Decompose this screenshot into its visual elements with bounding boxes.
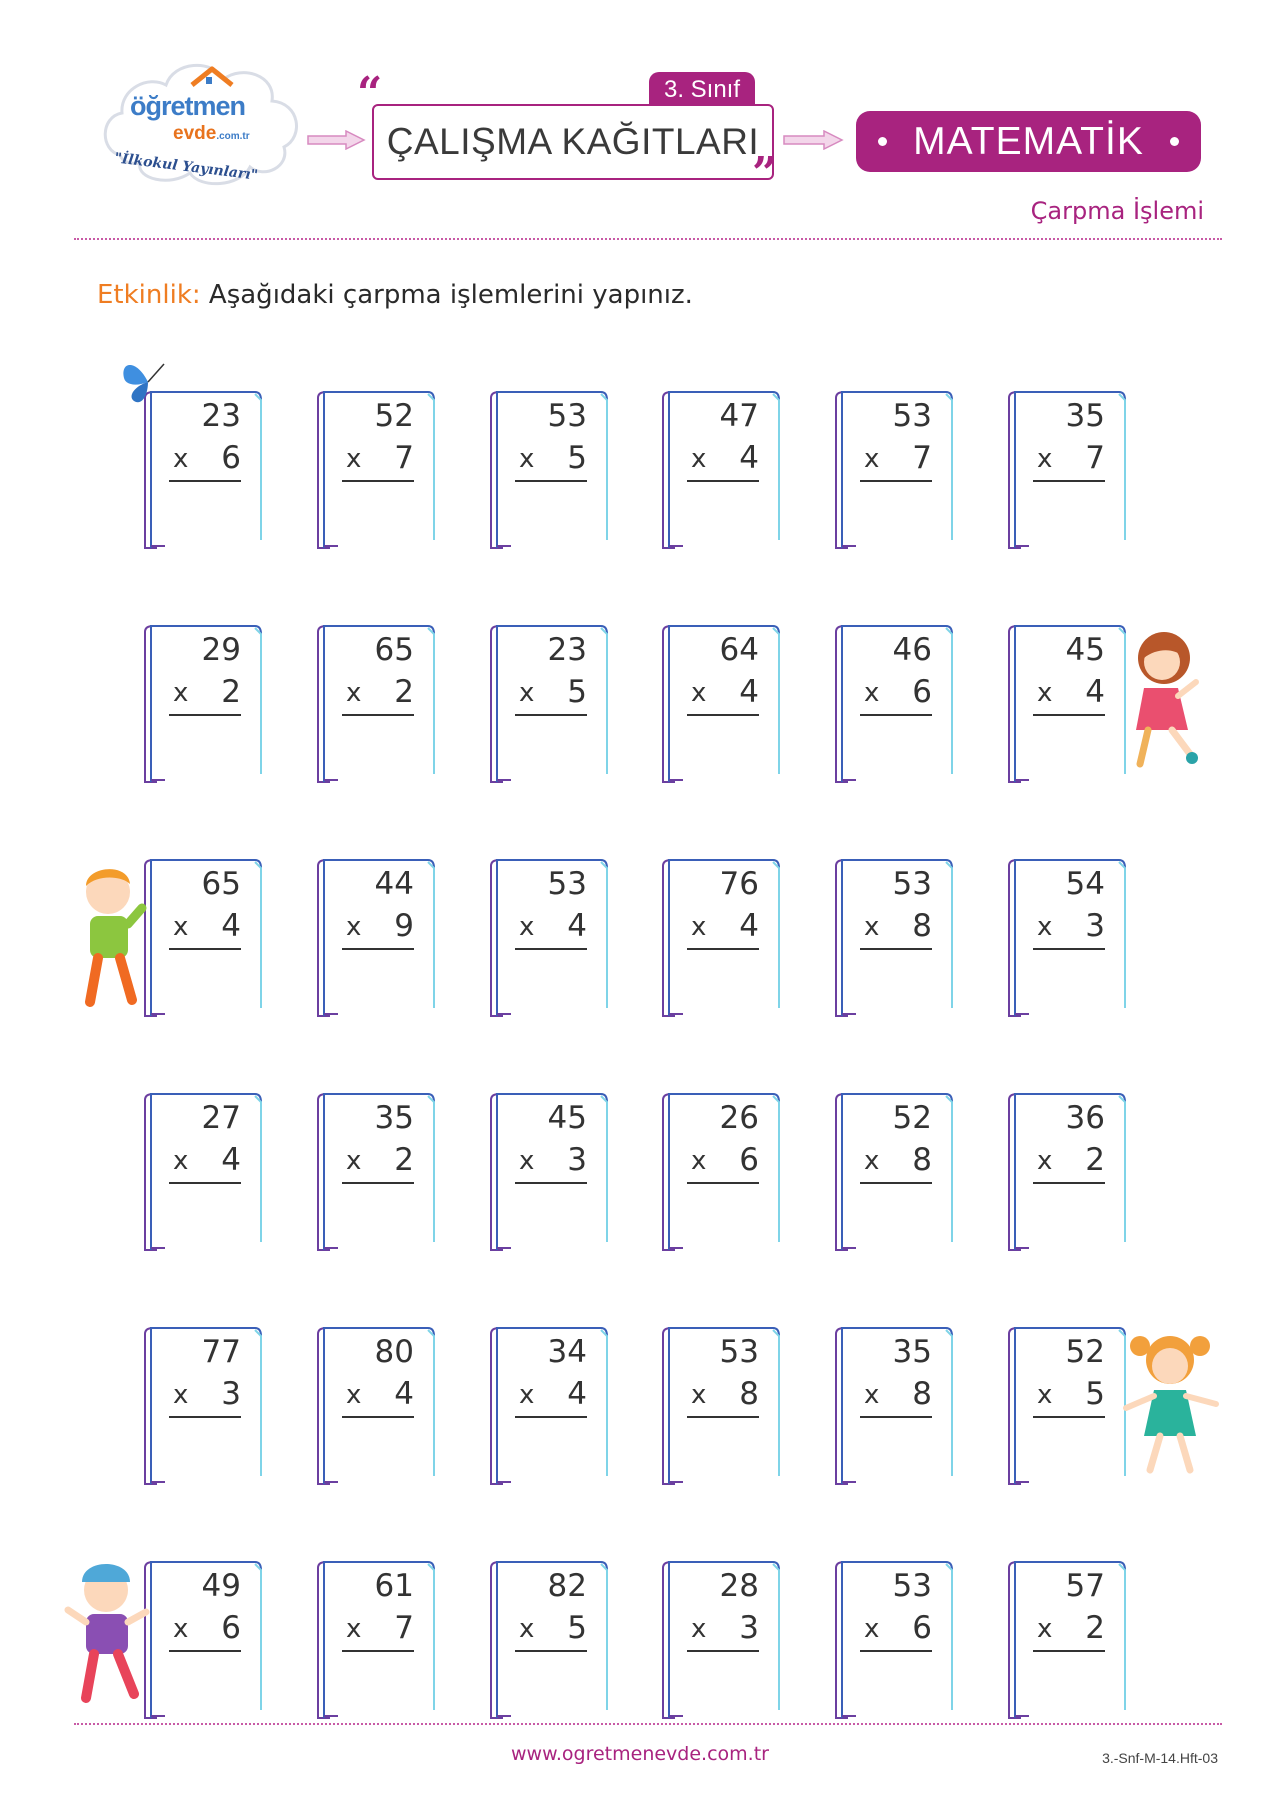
multiplier: 6 — [221, 440, 241, 476]
multiply-sign: x — [519, 678, 535, 708]
publisher-logo — [100, 55, 305, 205]
multiplicand: 82 — [547, 1568, 587, 1604]
exercise-card — [491, 390, 609, 550]
multiply-sign: x — [691, 678, 707, 708]
answer-line — [687, 948, 759, 950]
close-quote-icon: ” — [752, 148, 778, 199]
multiplier: 7 — [1085, 440, 1105, 476]
multiply-sign: x — [346, 912, 362, 942]
answer-line — [342, 948, 414, 950]
multiplicand: 35 — [892, 1334, 932, 1370]
answer-line — [515, 1650, 587, 1652]
multiplicand: 57 — [1065, 1568, 1105, 1604]
multiplicand: 61 — [374, 1568, 414, 1604]
multiplicand: 54 — [1065, 866, 1105, 902]
multiplier: 4 — [567, 908, 587, 944]
boy-character-icon — [64, 1550, 156, 1710]
multiply-sign: x — [1037, 678, 1053, 708]
multiplier: 3 — [221, 1376, 241, 1412]
multiply-sign: x — [864, 1614, 880, 1644]
multiplier: 4 — [394, 1376, 414, 1412]
answer-line — [342, 1416, 414, 1418]
answer-line — [687, 1182, 759, 1184]
multiplier: 4 — [221, 1142, 241, 1178]
answer-line — [1033, 1416, 1105, 1418]
exercise-card — [663, 390, 781, 550]
grade-badge: 3. Sınıf — [649, 72, 755, 106]
answer-line — [1033, 1182, 1105, 1184]
instruction — [97, 280, 693, 310]
multiplicand: 53 — [547, 866, 587, 902]
multiply-sign: x — [519, 444, 535, 474]
multiply-sign: x — [691, 1146, 707, 1176]
multiplicand: 29 — [201, 632, 241, 668]
answer-line — [169, 1650, 241, 1652]
instruction-label: Etkinlik: — [97, 280, 201, 310]
logo-name: öğretmen — [130, 91, 246, 121]
multiplier: 6 — [912, 674, 932, 710]
multiplier: 8 — [912, 908, 932, 944]
answer-line — [342, 1182, 414, 1184]
exercise-card — [836, 624, 954, 784]
answer-line — [1033, 1650, 1105, 1652]
answer-line — [342, 480, 414, 482]
multiplier: 3 — [1085, 908, 1105, 944]
multiplier: 4 — [1085, 674, 1105, 710]
answer-line — [687, 1416, 759, 1418]
multiply-sign: x — [691, 1614, 707, 1644]
girl-character-icon — [1120, 1324, 1222, 1484]
multiplicand: 23 — [547, 632, 587, 668]
arrow-right-icon — [306, 130, 366, 150]
multiply-sign: x — [691, 1380, 707, 1410]
logo-domain: .com.tr — [216, 131, 250, 142]
exercise-card — [1009, 1560, 1127, 1720]
multiply-sign: x — [864, 678, 880, 708]
multiplier: 6 — [739, 1142, 759, 1178]
exercise-card — [491, 858, 609, 1018]
multiply-sign: x — [173, 1380, 189, 1410]
answer-line — [515, 480, 587, 482]
exercise-card — [491, 1326, 609, 1486]
multiply-sign: x — [1037, 1380, 1053, 1410]
multiplicand: 47 — [719, 398, 759, 434]
multiplier: 5 — [567, 440, 587, 476]
multiplicand: 65 — [374, 632, 414, 668]
logo-sub-text: evde — [173, 123, 217, 144]
exercise-card — [836, 1326, 954, 1486]
multiplier: 7 — [912, 440, 932, 476]
multiplicand: 36 — [1065, 1100, 1105, 1136]
instruction-text: Aşağıdaki çarpma işlemlerini yapınız. — [208, 280, 693, 310]
answer-line — [860, 1650, 932, 1652]
open-quote-icon: “ — [357, 68, 383, 119]
multiplier: 2 — [1085, 1142, 1105, 1178]
exercise-card — [1009, 1092, 1127, 1252]
logo-tagline: "İlkokul Yayınları" — [113, 150, 259, 184]
exercise-card — [1009, 390, 1127, 550]
multiplicand: 80 — [374, 1334, 414, 1370]
exercise-card — [318, 1326, 436, 1486]
subject-pill — [856, 111, 1201, 172]
multiply-sign: x — [346, 1380, 362, 1410]
multiplier: 4 — [739, 908, 759, 944]
multiply-sign: x — [346, 1146, 362, 1176]
exercise-card — [318, 1092, 436, 1252]
exercise-card — [145, 624, 263, 784]
exercise-card — [1009, 858, 1127, 1018]
multiplicand: 35 — [1065, 398, 1105, 434]
multiplicand: 52 — [1065, 1334, 1105, 1370]
arrow-right-icon — [782, 130, 844, 150]
answer-line — [169, 1416, 241, 1418]
multiplicand: 53 — [547, 398, 587, 434]
answer-line — [860, 714, 932, 716]
multiplicand: 53 — [719, 1334, 759, 1370]
exercise-card — [836, 390, 954, 550]
answer-line — [169, 714, 241, 716]
answer-line — [687, 714, 759, 716]
multiply-sign: x — [691, 444, 707, 474]
multiplicand: 28 — [719, 1568, 759, 1604]
footer-divider — [74, 1723, 1222, 1725]
multiply-sign: x — [173, 678, 189, 708]
exercise-card — [1009, 624, 1127, 784]
multiply-sign: x — [173, 1614, 189, 1644]
multiply-sign: x — [519, 1614, 535, 1644]
multiplier: 2 — [1085, 1610, 1105, 1646]
multiplicand: 27 — [201, 1100, 241, 1136]
answer-line — [1033, 948, 1105, 950]
multiply-sign: x — [519, 912, 535, 942]
exercise-card — [145, 858, 263, 1018]
butterfly-icon — [118, 356, 180, 406]
multiply-sign: x — [864, 1380, 880, 1410]
exercise-card — [663, 624, 781, 784]
multiplicand: 52 — [892, 1100, 932, 1136]
multiply-sign: x — [1037, 1614, 1053, 1644]
exercise-card — [145, 1092, 263, 1252]
bullet-icon — [878, 137, 887, 146]
multiplicand: 26 — [719, 1100, 759, 1136]
multiplier: 5 — [567, 674, 587, 710]
multiplicand: 35 — [374, 1100, 414, 1136]
multiplier: 8 — [912, 1376, 932, 1412]
multiplicand: 45 — [1065, 632, 1105, 668]
answer-line — [169, 1182, 241, 1184]
multiply-sign: x — [691, 912, 707, 942]
multiplier: 3 — [739, 1610, 759, 1646]
multiplicand: 45 — [547, 1100, 587, 1136]
multiplier: 4 — [739, 440, 759, 476]
multiplicand: 53 — [892, 866, 932, 902]
exercise-card — [491, 1560, 609, 1720]
answer-line — [515, 1182, 587, 1184]
multiply-sign: x — [173, 912, 189, 942]
exercise-card — [318, 1560, 436, 1720]
multiplier: 9 — [394, 908, 414, 944]
multiplier: 6 — [912, 1610, 932, 1646]
answer-line — [342, 714, 414, 716]
exercise-card — [836, 858, 954, 1018]
exercise-card — [318, 390, 436, 550]
multiplier: 2 — [394, 1142, 414, 1178]
multiplier: 3 — [567, 1142, 587, 1178]
multiplier: 4 — [221, 908, 241, 944]
multiply-sign: x — [864, 912, 880, 942]
answer-line — [687, 1650, 759, 1652]
exercise-card — [1009, 1326, 1127, 1486]
multiplicand: 49 — [201, 1568, 241, 1604]
bullet-icon — [1170, 137, 1179, 146]
subject-label: MATEMATİK — [913, 119, 1144, 163]
exercise-card — [318, 858, 436, 1018]
answer-line — [1033, 480, 1105, 482]
girl-character-icon — [1112, 622, 1204, 774]
answer-line — [515, 1416, 587, 1418]
multiply-sign: x — [864, 1146, 880, 1176]
header-divider — [74, 238, 1222, 240]
multiply-sign: x — [346, 1614, 362, 1644]
multiplier: 4 — [567, 1376, 587, 1412]
multiplier: 7 — [394, 440, 414, 476]
exercise-card — [491, 1092, 609, 1252]
multiplier: 4 — [739, 674, 759, 710]
exercise-card — [663, 1560, 781, 1720]
answer-line — [860, 948, 932, 950]
exercise-card — [663, 858, 781, 1018]
exercise-card — [318, 624, 436, 784]
multiply-sign: x — [173, 1146, 189, 1176]
multiplier: 7 — [394, 1610, 414, 1646]
multiplicand: 77 — [201, 1334, 241, 1370]
multiply-sign: x — [1037, 1146, 1053, 1176]
multiplier: 5 — [1085, 1376, 1105, 1412]
multiplicand: 52 — [374, 398, 414, 434]
answer-line — [342, 1650, 414, 1652]
answer-line — [860, 1416, 932, 1418]
topic-label: Çarpma İşlemi — [1030, 197, 1204, 225]
answer-line — [860, 1182, 932, 1184]
multiply-sign: x — [864, 444, 880, 474]
answer-line — [1033, 714, 1105, 716]
multiplier: 2 — [394, 674, 414, 710]
multiplicand: 44 — [374, 866, 414, 902]
exercise-card — [836, 1560, 954, 1720]
boy-character-icon — [64, 852, 156, 1016]
exercise-card — [491, 624, 609, 784]
multiply-sign: x — [1037, 912, 1053, 942]
multiplicand: 76 — [719, 866, 759, 902]
multiplier: 2 — [221, 674, 241, 710]
multiplicand: 65 — [201, 866, 241, 902]
exercise-card — [663, 1326, 781, 1486]
multiply-sign: x — [346, 444, 362, 474]
answer-line — [515, 714, 587, 716]
logo-sub — [173, 123, 250, 145]
multiplicand: 64 — [719, 632, 759, 668]
multiplicand: 34 — [547, 1334, 587, 1370]
website-url: www.ogretmenevde.com.tr — [511, 1743, 769, 1765]
multiplier: 5 — [567, 1610, 587, 1646]
multiplicand: 53 — [892, 1568, 932, 1604]
answer-line — [860, 480, 932, 482]
worksheet-title: ÇALIŞMA KAĞITLARI — [372, 104, 774, 180]
exercise-card — [145, 1326, 263, 1486]
multiplicand: 53 — [892, 398, 932, 434]
exercise-card — [145, 390, 263, 550]
multiply-sign: x — [173, 444, 189, 474]
multiplier: 8 — [739, 1376, 759, 1412]
exercise-card — [145, 1560, 263, 1720]
multiplier: 6 — [221, 1610, 241, 1646]
multiply-sign: x — [1037, 444, 1053, 474]
answer-line — [169, 948, 241, 950]
multiplicand: 46 — [892, 632, 932, 668]
exercise-card — [663, 1092, 781, 1252]
multiply-sign: x — [346, 678, 362, 708]
answer-line — [687, 480, 759, 482]
answer-line — [169, 480, 241, 482]
multiplicand: 23 — [201, 398, 241, 434]
multiplier: 8 — [912, 1142, 932, 1178]
answer-line — [515, 948, 587, 950]
document-code: 3.-Snf-M-14.Hft-03 — [1102, 1750, 1218, 1766]
multiply-sign: x — [519, 1380, 535, 1410]
multiply-sign: x — [519, 1146, 535, 1176]
exercise-card — [836, 1092, 954, 1252]
